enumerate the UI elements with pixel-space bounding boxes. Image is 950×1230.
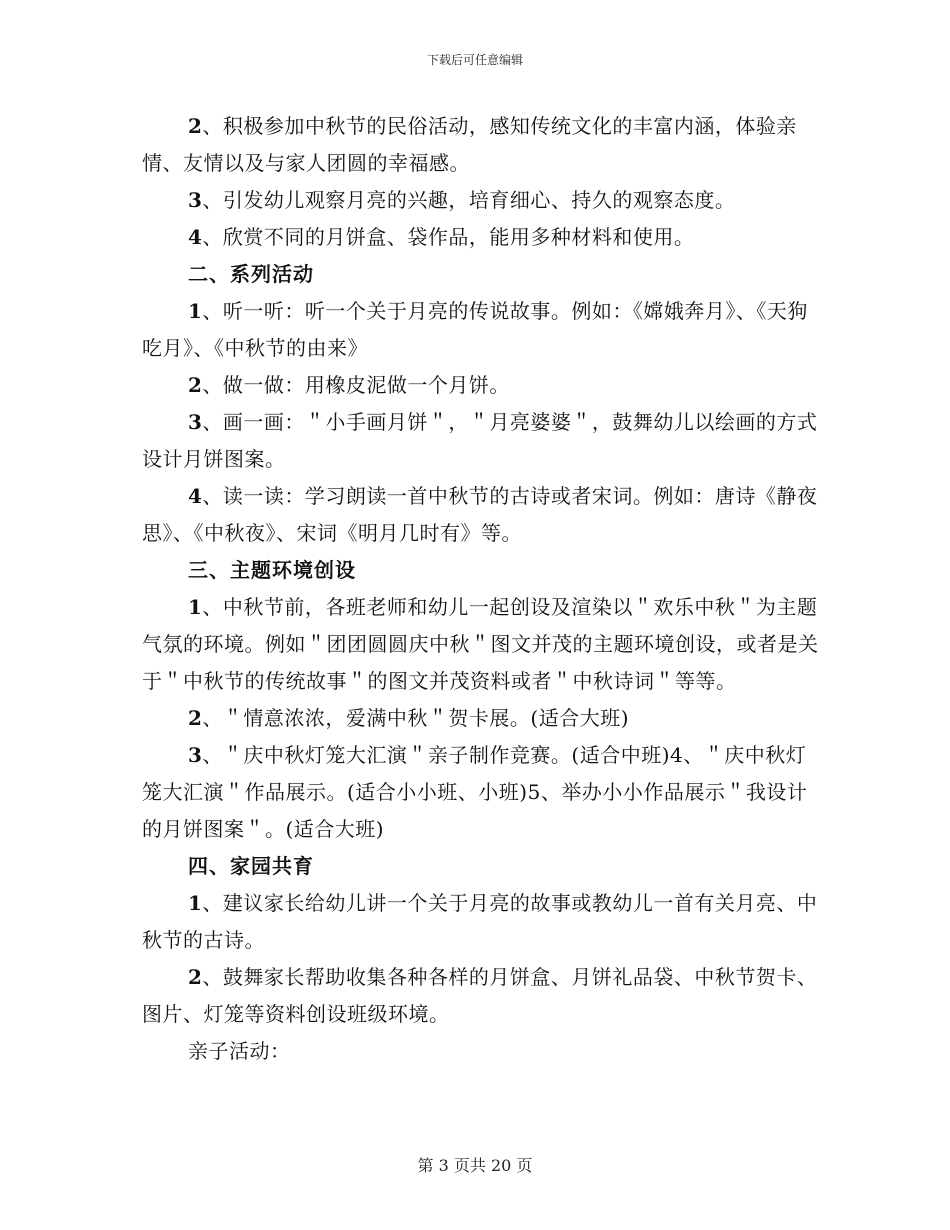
page-footer xyxy=(0,1156,950,1176)
item-number: 2 xyxy=(188,706,203,730)
paragraph-text: 、读一读：学习朗读一首中秋节的古诗或者宋词。例如：唐诗《静夜思》、《中秋夜》、宋词《明月几时有》等。 xyxy=(142,484,818,545)
paragraph-environment-2 xyxy=(142,700,822,737)
paragraph-text: 、做一做：用橡皮泥做一个月饼。 xyxy=(202,373,510,397)
section-heading-series-activities: 二、系列活动 xyxy=(188,262,314,286)
paragraph-text: 、积极参加中秋节的民俗活动，感知传统文化的丰富内涵，体验亲情、友情以及与家人团圆的幸福感。 xyxy=(142,114,797,175)
item-number: 1 xyxy=(188,891,203,915)
item-number: 2 xyxy=(188,965,203,989)
paragraph-activity-read xyxy=(142,478,822,552)
header-note: 下载后可任意编辑 xyxy=(426,53,523,67)
section-heading-theme-environment: 三、主题环境创设 xyxy=(188,558,356,582)
paragraph-text: 、＂庆中秋灯笼大汇演＂亲子制作竞赛。(适合中班)4、＂庆中秋灯笼大汇演＂作品展示。(适合小小班、小班)5、举办小小作品展示＂我设计的月饼图案＂。(适合大班) xyxy=(142,743,808,841)
paragraph-home-school-1 xyxy=(142,885,822,959)
paragraph-parent-child xyxy=(142,1033,822,1070)
paragraph-activity-draw xyxy=(142,404,822,478)
paragraph-text: 、鼓舞家长帮助收集各种各样的月饼盒、月饼礼品袋、中秋节贺卡、图片、灯笼等资料创设班级环境。 xyxy=(142,965,818,1026)
paragraph-goal-2 xyxy=(142,108,822,182)
paragraph-activity-listen xyxy=(142,293,822,367)
page-number: 第 3 页共 20 页 xyxy=(417,1156,533,1175)
paragraph-environment-3 xyxy=(142,737,822,848)
paragraph-text: 、建议家长给幼儿讲一个关于月亮的故事或教幼儿一首有关月亮、中秋节的古诗。 xyxy=(142,891,818,952)
paragraph-environment-1 xyxy=(142,589,822,700)
paragraph-activity-make xyxy=(142,367,822,404)
item-number: 3 xyxy=(188,188,203,212)
paragraph-home-school-2 xyxy=(142,959,822,1033)
paragraph-text: 、听一听：听一个关于月亮的传说故事。例如：《嫦娥奔月》、《天狗吃月》、《中秋节的由来》 xyxy=(142,299,808,360)
paragraph-text: 、欣赏不同的月饼盒、袋作品，能用多种材料和使用。 xyxy=(202,225,695,249)
item-number: 4 xyxy=(188,225,203,249)
paragraph-text: 、＂情意浓浓，爱满中秋＂贺卡展。(适合大班) xyxy=(202,706,630,730)
paragraph-goal-4 xyxy=(142,219,822,256)
item-number: 2 xyxy=(188,114,203,138)
paragraph-text: 亲子活动： xyxy=(188,1039,291,1063)
item-number: 3 xyxy=(188,743,203,767)
item-number: 1 xyxy=(188,595,203,619)
item-number: 3 xyxy=(188,410,203,434)
section-heading-home-school: 四、家园共育 xyxy=(188,854,314,878)
item-number: 2 xyxy=(188,373,203,397)
item-number: 1 xyxy=(188,299,203,323)
paragraph-text: 、画一画：＂小手画月饼＂，＂月亮婆婆＂，鼓舞幼儿以绘画的方式设计月饼图案。 xyxy=(142,410,818,471)
paragraph-goal-3 xyxy=(142,182,822,219)
document-body xyxy=(142,108,822,1070)
paragraph-text: 、中秋节前，各班老师和幼儿一起创设及渲染以＂欢乐中秋＂为主题气氛的环境。例如＂团团圆圆庆中秋＂图文并茂的主题环境创设，或者是关于＂中秋节的传统故事＂的图文并茂资料或者＂中秋诗词＂等等。 xyxy=(142,595,819,693)
item-number: 4 xyxy=(188,484,203,508)
page-header xyxy=(0,52,950,68)
paragraph-text: 、引发幼儿观察月亮的兴趣，培育细心、持久的观察态度。 xyxy=(202,188,736,212)
